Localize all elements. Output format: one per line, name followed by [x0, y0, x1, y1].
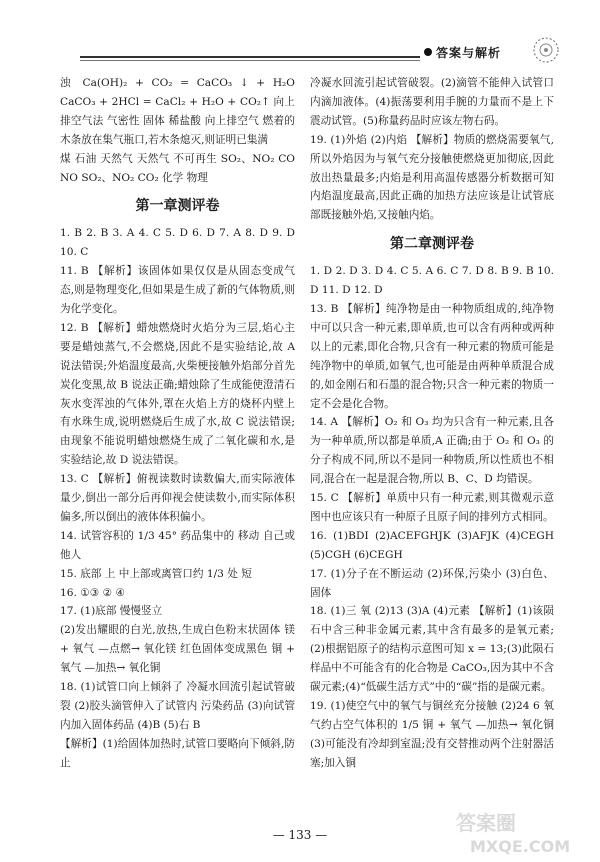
- left-column: [60, 74, 295, 773]
- answer-paragraph: 13. B 【解析】纯净物是由一种物质组成的,纯净物中可以只含一种元素,即单质,也可以含有两种或两种以上的元素,即化合物,只含有一种元素的物质可能是纯净物中的单质,如氧气,也可能是由两种单质混合成的,如金刚石和石墨的混合物;只含一种元素的物质一定不会是化合物。: [310, 302, 554, 410]
- answer-paragraph: 16. ①③ ② ④: [60, 586, 125, 599]
- answer-paragraph: 14. 试管容积的 1/3 45° 药品集中的 移动 自己或他人: [60, 529, 295, 561]
- page-number: — 133 —: [272, 828, 328, 842]
- answer-paragraph: (2)发出耀眼的白光,放热,生成白色粉末状固体 镁 + 氧气 —点燃→ 氧化镁 红色固体变成黑色 铜 + 氧气 —加热→ 氧化铜: [60, 624, 295, 675]
- answer-paragraph: 18. (1)三 氧 (2)13 (3)A (4)元素 【解析】(1)该陨石中含三种非金属元素,其中含有最多的是氧元素;(2)根据铝原子的结构示意图可知 x = 13;(3)此陨石样品中不可能含有的化合物是 CaCO₃,因为其中不含碳元素;(4)“低碳生活方式”中的“碳”指的是碳元素。: [310, 605, 554, 694]
- header-rule: [80, 56, 420, 58]
- answer-paragraph: 19. (1)外焰 (2)内焰 【解析】物质的燃烧需要氧气,所以外焰因为与氧气充分接触使燃烧更加彻底,因此放出热量最多;内焰是利用高温传感器分析数据可知内焰温度最高,因此正确的加热方法应该是让试管底部既接触外焰,又接触内焰。: [310, 133, 554, 222]
- answer-paragraph: 浊 Ca(OH)₂ + CO₂ = CaCO₃ ↓ + H₂O CaCO₃ + 2HCl = CaCl₂ + H₂O + CO₂↑ 向上排空气法 气密性 固体 稀盐酸 向上排空气 燃着的木条放在集气瓶口,若木条熄灭,则证明已集满: [60, 77, 295, 146]
- watermark-logo: [450, 808, 590, 858]
- answer-paragraph: 15. 底部 上 中上部或离管口约 1/3 处 短: [60, 567, 252, 580]
- svg-text:答案圈: 答案圈: [456, 811, 516, 835]
- header-bullet-icon: [424, 48, 432, 56]
- answer-paragraph: 1. B 2. B 3. A 4. C 5. D 6. D 7. A 8. D 9. D 10. C: [60, 227, 295, 259]
- header-rule-thin: [80, 60, 420, 61]
- decorative-emblem-icon: [528, 34, 564, 66]
- answer-paragraph: 12. B 【解析】蜡烛燃烧时火焰分为三层,焰心主要是蜡烛蒸气,不会燃烧,因此不是实验结论,故 A 说法错误;外焰温度最高,火柴梗接触外焰部分首先炭化变黑,故 B 说法正确;蜡烛除了生成能使澄清石灰水变浑浊的气体外,罩在火焰上方的烧杯内壁上有水珠生成,说明燃烧后生成了水,故 C 说法错误;由现象不能说明蜡烛燃烧生成了二氧化碳和水,是实验结论,故 D 说法错误。: [60, 321, 295, 467]
- right-column: [310, 74, 554, 773]
- svg-text:MXQE.COM: MXQE.COM: [470, 837, 571, 856]
- answer-paragraph: 16. (1)BDI (2)ACEFGHJK (3)AFJK (4)CEGH (5)CGH (6)CEGH: [310, 529, 554, 561]
- answer-paragraph: 17. (1)分子在不断运动 (2)环保,污染小 (3)白色、固体: [310, 567, 554, 599]
- answer-paragraph: 19. (1)使空气中的氧气与铜丝充分接触 (2)24 6 氧气约占空气体积的 1/5 铜 + 氧气 —加热→ 氧化铜 (3)可能没有冷却到室温;没有交替推动两个注射器活塞;加入铜: [310, 700, 554, 769]
- answer-paragraph: 15. C 【解析】单质中只有一种元素,则其微观示意图中也应该只有一种原子且原子间的排列方式相同。: [310, 492, 554, 523]
- answer-paragraph: 11. B 【解析】该固体如果仅仅是从固态变成气态,则是物理变化,但如果是生成了新的气体物质,则为化学变化。: [60, 265, 295, 315]
- answer-paragraph: 1. D 2. D 3. D 4. C 5. A 6. C 7. D 8. B 9. B 10. D 11. D 12. D: [310, 265, 554, 297]
- answer-paragraph: 煤 石油 天然气 天然气 不可再生 SO₂、NO₂ CO NO SO₂、NO₂ CO₂ 化学 物理: [60, 152, 295, 184]
- section-heading: 第二章测评卷: [390, 236, 474, 253]
- section-heading: 第一章测评卷: [135, 198, 220, 215]
- page-header: [0, 0, 600, 70]
- answer-paragraph: 18. (1)试管口向上倾斜了 冷凝水回流引起试管破裂 (2)胶头滴管伸入了试管内 污染药品 (3)向试管内加入固体药品 (4)B (5)右 B: [60, 681, 295, 731]
- answer-paragraph: 冷凝水回流引起试管破裂。(2)滴管不能伸入试管口内滴加液体。(4)振荡要利用手腕的力量而不是上下震动试管。(5)称量药品时应该左物右码。: [310, 77, 554, 127]
- header-title: 答案与解析: [436, 46, 502, 60]
- answer-paragraph: 【解析】(1)给固体加热时,试管口要略向下倾斜,防止: [60, 737, 295, 769]
- answer-paragraph: 17. (1)底部 慢慢竖立: [60, 605, 163, 618]
- answer-paragraph: 13. C 【解析】俯视读数时读数偏大,而实际液体量少,倒出一部分后再仰视会使读数小,而实际体积偏多,所以倒出的液体体积偏小。: [60, 473, 295, 523]
- answer-paragraph: 14. A 【解析】O₂ 和 O₃ 均为只含有一种元素,且各为一种单质,所以都是单质,A 正确;由于 O₂ 和 O₃ 的分子构成不同,所以不是同一种物质,所以性质也不相同,混合在一起是混合物,所以 B、C、D 均错误。: [310, 416, 554, 486]
